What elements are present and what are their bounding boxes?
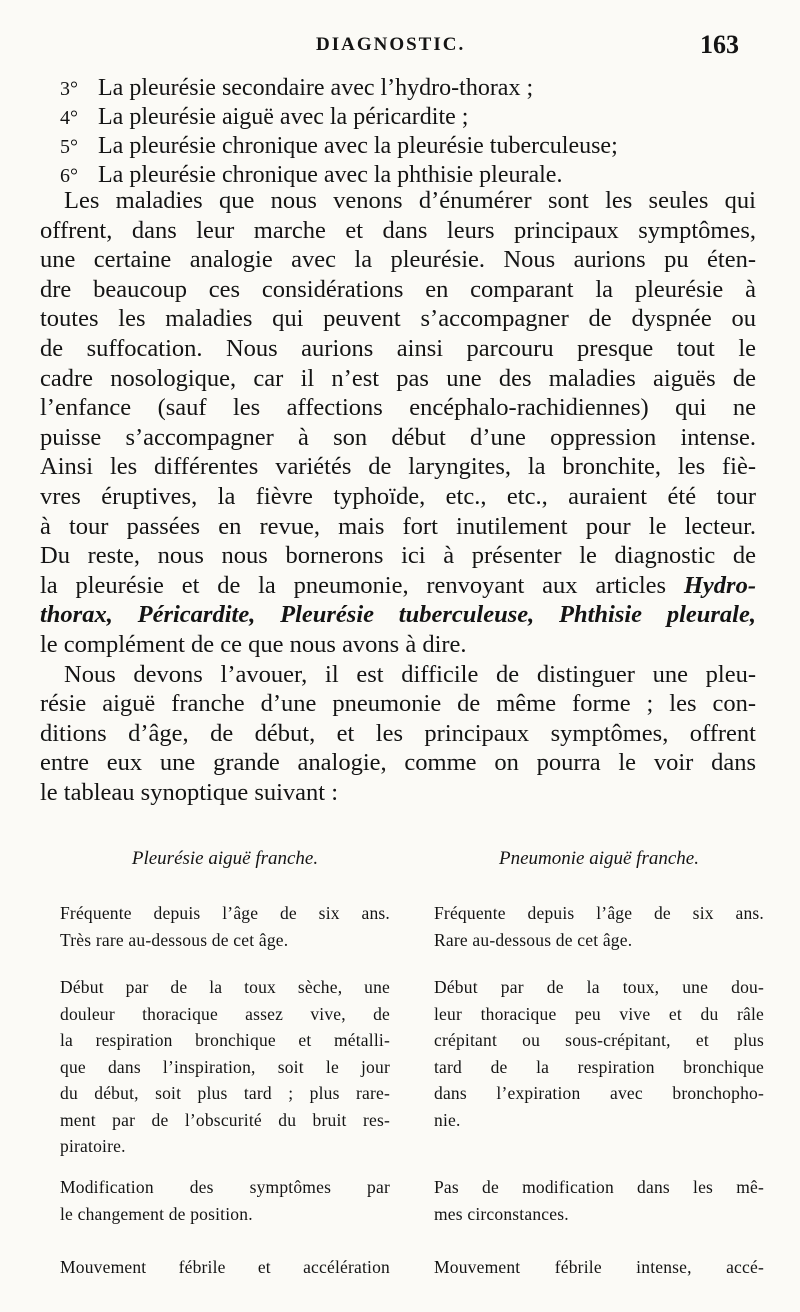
list-item-text: La pleurésie chronique avec la phthisie pleurale. <box>98 162 563 188</box>
italic-reference-line: thorax, Péricardite, Pleurésie tuberculeuse, Phthisie pleurale, <box>40 601 756 629</box>
paragraph-2-line: résie aiguë franche d’une pneumonie de même forme ; les con- <box>40 690 756 718</box>
table-column-pneumonia <box>434 844 764 1277</box>
column-header: Pleurésie aiguë franche. <box>131 848 319 869</box>
table-cell <box>434 1254 764 1281</box>
cell-line: le changement de position. <box>60 1203 253 1224</box>
cell-line: nie. <box>434 1109 461 1130</box>
paragraph-1-line: vres éruptives, la fièvre typhoïde, etc., etc., auraient été tour <box>40 482 756 510</box>
list-item-number: 6° <box>60 165 78 187</box>
numbered-list <box>60 74 760 190</box>
paragraph-1-line: une certaine analogie avec la pleurésie. Nous aurions pu éten- <box>40 246 756 274</box>
paragraph-2-line: le tableau synoptique suivant : <box>40 778 339 806</box>
paragraph-1-line: le complément de ce que nous avons à dire. <box>40 630 467 658</box>
list-item <box>60 74 760 103</box>
cell-line: leur thoracique peu vive et du râle <box>434 1003 764 1024</box>
paragraph-1-line-with-italic <box>40 571 756 601</box>
paragraph-1-line: de suffocation. Nous aurions ainsi parcouru presque tout le <box>40 334 756 362</box>
body-text <box>40 186 756 807</box>
paragraph-1-line: à tour passées en revue, mais fort inutilement pour le lecteur. <box>40 512 756 540</box>
cell-line: du début, soit plus tard ; plus rare- <box>60 1083 390 1103</box>
cell-line: Pas de modification dans les mê- <box>434 1177 764 1197</box>
table-cell <box>60 1254 390 1281</box>
paragraph-2-line: entre eux une grande analogie, comme on pourra le voir dans <box>40 749 756 777</box>
italic-reference: Hydro- <box>683 571 756 599</box>
paragraph-1-line: Du reste, nous nous bornerons ici à présenter le diagnostic de <box>40 542 756 570</box>
paragraph-1-line: Ainsi les différentes variétés de laryngites, la bronchite, les fiè- <box>40 453 756 481</box>
paragraph-1-line: Les maladies que nous venons d’énumérer sont les seules qui <box>64 187 756 214</box>
paragraph-1-line: cadre nosologique, car il n’est pas une des maladies aiguës de <box>40 364 756 392</box>
cell-line: Mouvement fébrile et accélération <box>60 1257 390 1277</box>
cell-line: tard de la respiration bronchique <box>434 1056 764 1077</box>
list-item-text: La pleurésie aiguë avec la péricardite ; <box>98 104 469 130</box>
paragraph-2-line: ditions d’âge, de début, et les principaux symptômes, offrent <box>40 719 756 747</box>
list-item <box>60 103 760 132</box>
cell-line: ment par de l’obscurité du bruit res- <box>60 1109 390 1130</box>
list-item-number: 5° <box>60 136 78 158</box>
cell-line: Très rare au-dessous de cet âge. <box>60 929 289 950</box>
page-number: 163 <box>700 30 739 59</box>
paragraph-1-line: offrent, dans leur marche et dans leurs principaux symptômes, <box>40 216 756 244</box>
paragraph-1-line: toutes les maladies qui peuvent s’accompagner de dyspnée ou <box>40 305 756 333</box>
list-item <box>60 132 760 161</box>
cell-line: que dans l’inspiration, soit le jour <box>60 1056 390 1077</box>
list-item-number: 3° <box>60 78 78 100</box>
list-item-text: La pleurésie secondaire avec l’hydro-thorax ; <box>98 75 534 101</box>
running-head-title: DIAGNOSTIC. <box>316 34 466 55</box>
table-cell <box>60 900 390 953</box>
paragraph-1-line: la pleurésie et de la pneumonie, renvoyant aux articles <box>40 571 667 599</box>
table-cell <box>434 974 764 1133</box>
table-cell <box>60 1174 390 1227</box>
cell-line: Début par de la toux, une dou- <box>434 977 764 997</box>
cell-line: crépitant ou sous-crépitant, et plus <box>434 1030 764 1050</box>
cell-line: Fréquente depuis l’âge de six ans. <box>60 903 390 923</box>
paragraph-1-line: l’enfance (sauf les affections encéphalo-rachidiennes) qui ne <box>40 394 756 422</box>
paragraph-1-line: puisse s’accompagner à son début d’une oppression intense. <box>40 423 756 451</box>
cell-line: mes circonstances. <box>434 1203 569 1224</box>
paragraph-1-line: dre beaucoup ces considérations en comparant la pleurésie à <box>40 275 756 303</box>
table-column-pleurisy <box>60 844 390 1277</box>
cell-line: douleur thoracique assez vive, de <box>60 1003 390 1024</box>
cell-line: dans l’expiration avec bronchopho- <box>434 1083 764 1103</box>
cell-line: Fréquente depuis l’âge de six ans. <box>434 903 764 923</box>
list-item-text: La pleurésie chronique avec la pleurésie tuberculeuse; <box>98 133 618 159</box>
running-head <box>0 30 800 64</box>
synoptic-table <box>60 844 764 1304</box>
list-item-number: 4° <box>60 107 78 129</box>
cell-line: Modification des symptômes par <box>60 1177 390 1197</box>
cell-line: Début par de la toux sèche, une <box>60 977 390 997</box>
table-cell <box>434 900 764 953</box>
cell-line: Rare au-dessous de cet âge. <box>434 929 633 950</box>
cell-line: Mouvement fébrile intense, accé- <box>434 1257 764 1277</box>
column-header: Pneumonie aiguë franche. <box>499 848 699 869</box>
paragraph-2-line: Nous devons l’avouer, il est difficile de distinguer une pleu- <box>64 660 756 688</box>
cell-line: la respiration bronchique et métalli- <box>60 1030 390 1050</box>
cell-line: piratoire. <box>60 1136 126 1156</box>
table-cell <box>60 974 390 1160</box>
table-cell <box>434 1174 764 1227</box>
